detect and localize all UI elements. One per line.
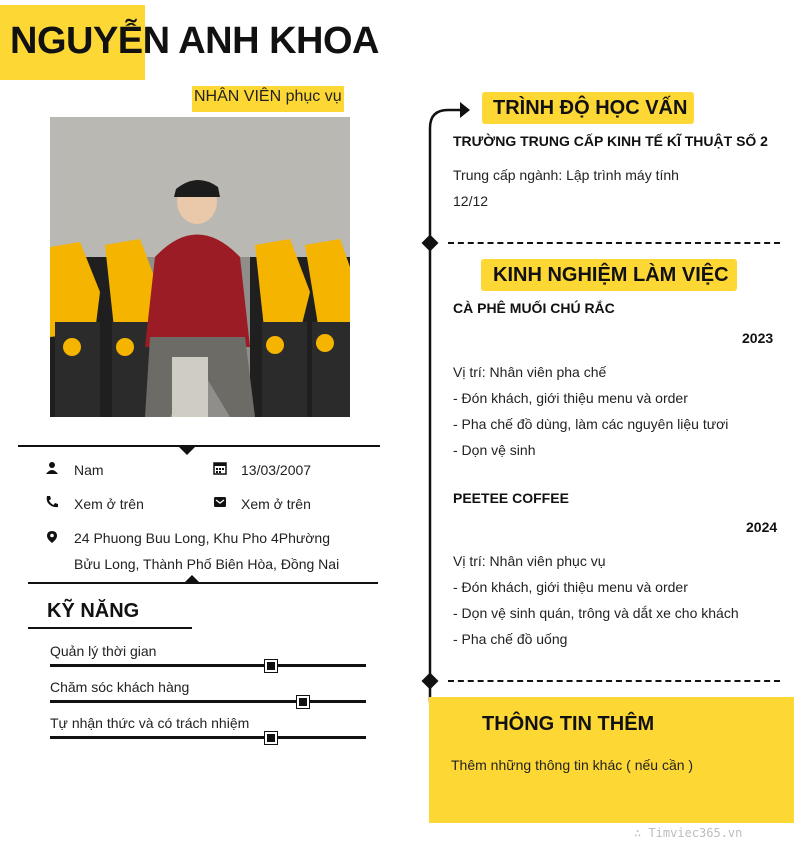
skill-label: Tự nhận thức và có trách nhiệm [50,715,250,731]
watermark: ∴ Timviec365.vn [634,826,743,840]
skill-track [50,736,366,739]
job-year: 2024 [746,519,778,535]
extra-info-title: THÔNG TIN THÊM [482,713,655,735]
location-pin-icon [45,530,59,544]
email-icon [213,495,227,509]
company-name: CÀ PHÊ MUỐI CHÚ RẮC [453,300,615,316]
skill-track [50,700,366,703]
school-name: TRƯỜNG TRUNG CẤP KINH TẾ KĨ THUẬT SỐ 2 [453,133,768,149]
education-title: TRÌNH ĐỘ HỌC VẤN [493,97,688,119]
skill-level-handle [265,660,277,672]
phone-value: Xem ở trên [74,496,144,512]
gender-value: Nam [74,462,104,478]
contact-bottom-divider [28,582,378,584]
calendar-icon [213,461,227,475]
skills-title: KỸ NĂNG [47,600,140,622]
job-title: NHÂN VIÊN phục vụ [192,86,344,112]
phone-icon [45,495,59,509]
section-dashed-divider [448,242,780,244]
skill-level-handle [297,696,309,708]
job-task: - Pha chế đồ uống [453,631,568,647]
job-position: Vị trí: Nhân viên pha chế [453,364,607,380]
profile-photo-illustration [50,117,350,417]
job-task: - Dọn vệ sinh [453,442,536,458]
job-task: - Pha chế đồ dùng, làm các nguyên liệu tươi [453,416,729,432]
education-grade: 12/12 [453,193,489,209]
address-line-1: 24 Phuong Buu Long, Khu Pho 4Phường [74,530,330,546]
skill-track [50,664,366,667]
extra-info-text: Thêm những thông tin khác ( nếu cần ) [451,757,694,773]
candidate-name: NGUYỄN ANH KHOA [10,20,379,62]
skills-title-underline [28,627,192,629]
job-task: - Dọn vệ sinh quán, trông và dắt xe cho khách [453,605,739,621]
birthday-value: 13/03/2007 [241,462,312,478]
skill-label: Chăm sóc khách hàng [50,679,190,695]
person-icon [45,461,59,475]
address-line-2: Bửu Long, Thành Phố Biên Hòa, Đồng Nai [74,556,340,572]
job-task: - Đón khách, giới thiệu menu và order [453,390,688,406]
job-task: - Đón khách, giới thiệu menu và order [453,579,688,595]
section-dashed-divider [448,680,780,682]
skill-label: Quản lý thời gian [50,643,157,659]
experience-title: KINH NGHIỆM LÀM VIỆC [493,264,729,286]
job-position: Vị trí: Nhân viên phục vụ [453,553,606,569]
email-value: Xem ở trên [241,496,311,512]
contact-top-divider [18,445,380,447]
job-year: 2023 [742,330,774,346]
profile-photo [50,117,350,417]
skill-level-handle [265,732,277,744]
divider-down-arrow [179,447,195,455]
education-major: Trung cấp ngành: Lập trình máy tính [453,167,679,183]
company-name: PEETEE COFFEE [453,490,569,506]
